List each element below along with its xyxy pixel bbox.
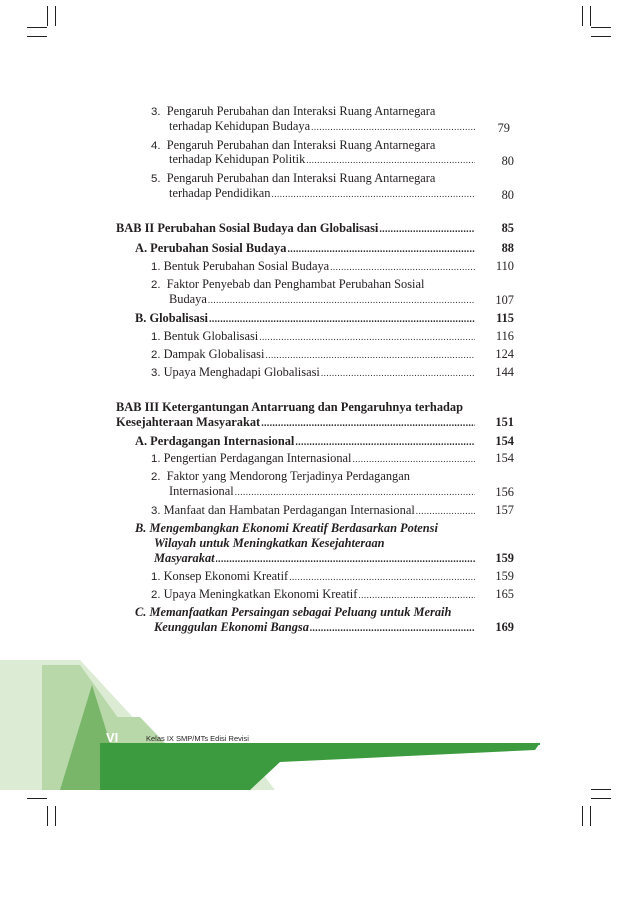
section-title: Keunggulan Ekonomi Bangsa (154, 620, 309, 634)
page-number: 80 (501, 154, 514, 168)
entry-number: 1. (151, 571, 161, 583)
decor-strip-dark (275, 745, 535, 760)
entry-number: 3. (151, 505, 161, 517)
entry-number: 2. (151, 471, 161, 483)
entry-number: 5. (151, 173, 161, 185)
entry-title: Bentuk Perubahan Sosial Budaya (163, 259, 330, 273)
page-number: 85 (501, 221, 514, 235)
page-number: 154 (495, 434, 514, 448)
book-title: Kelas IX SMP/MTs Edisi Revisi (146, 734, 249, 743)
page-number: 79 (497, 121, 510, 135)
section-title: B. Mengembangkan Ekonomi Kreatif Berdasarkan Potensi (135, 521, 438, 535)
section-title: C. Memanfaatkan Persaingan sebagai Peluang untuk Meraih (135, 605, 452, 619)
chapter-title: BAB III Ketergantungan Antarruang dan Pengaruhnya terhadap (116, 400, 463, 414)
page-number: 154 (495, 451, 514, 465)
entry-title: Faktor Penyebab dan Penghambat Perubahan Sosial (166, 277, 425, 291)
page-number: 144 (495, 365, 514, 379)
page-number: 159 (495, 551, 514, 565)
page-number: 159 (495, 569, 514, 583)
section-title: B. Globalisasi (135, 311, 208, 325)
page-number: 169 (495, 620, 514, 634)
page-number: 165 (495, 587, 514, 601)
section-title: A. Perdagangan Internasional (135, 434, 295, 448)
entry-number: 1. (151, 453, 161, 465)
entry-number: 2. (151, 279, 161, 291)
page-number: 157 (495, 503, 514, 517)
entry-title: Dampak Globalisasi (163, 347, 265, 361)
entry-number: 2. (151, 349, 161, 361)
entry-title: Upaya Meningkatkan Ekonomi Kreatif (163, 587, 358, 601)
page-roman-number: VI (106, 730, 119, 745)
entry-title: terhadap Kehidupan Politik (169, 152, 306, 166)
page-number: 115 (496, 311, 514, 325)
chapter-title: Kesejahteraan Masyarakat (116, 415, 261, 429)
section-title: Masyarakat (154, 551, 215, 565)
entry-title: Manfaat dan Hambatan Perdagangan Internasional (163, 503, 415, 517)
entry-title: Pengaruh Perubahan dan Interaksi Ruang Antarnegara (166, 171, 436, 185)
entry-title: Upaya Menghadapi Globalisasi (163, 365, 320, 379)
entry-title: Budaya (169, 292, 207, 306)
page-number: 151 (495, 415, 514, 429)
entry-number: 3. (151, 106, 161, 118)
entry-title: Pengaruh Perubahan dan Interaksi Ruang Antarnegara (166, 138, 436, 152)
entry-title: Bentuk Globalisasi (163, 329, 259, 343)
entry-number: 1. (151, 261, 161, 273)
entry-number: 1. (151, 331, 161, 343)
entry-title: Pengaruh Perubahan dan Interaksi Ruang Antarnegara (166, 104, 436, 118)
entry-title: Konsep Ekonomi Kreatif (163, 569, 289, 583)
entry-number: 4. (151, 140, 161, 152)
page-number: 124 (495, 347, 514, 361)
page-number: 88 (501, 241, 514, 255)
entry-title: terhadap Pendidikan (169, 186, 271, 200)
entry-title: terhadap Kehidupan Budaya (169, 119, 311, 133)
entry-title: Internasional (169, 484, 234, 498)
entry-number: 2. (151, 589, 161, 601)
entry-number: 3. (151, 367, 161, 379)
page-number: 156 (495, 485, 514, 499)
entry-title: Faktor yang Mendorong Terjadinya Perdagangan (166, 469, 410, 483)
page-number: 116 (495, 329, 514, 343)
section-title: A. Perubahan Sosial Budaya (135, 241, 287, 255)
section-title: Wilayah untuk Meningkatkan Kesejahteraan (154, 536, 385, 550)
entry-title: Pengertian Perdagangan Internasional (163, 451, 352, 465)
page-number: 110 (495, 259, 514, 273)
chapter-title: BAB II Perubahan Sosial Budaya dan Globalisasi (116, 221, 379, 235)
page-number: 107 (495, 293, 514, 307)
page-number: 80 (501, 188, 514, 202)
